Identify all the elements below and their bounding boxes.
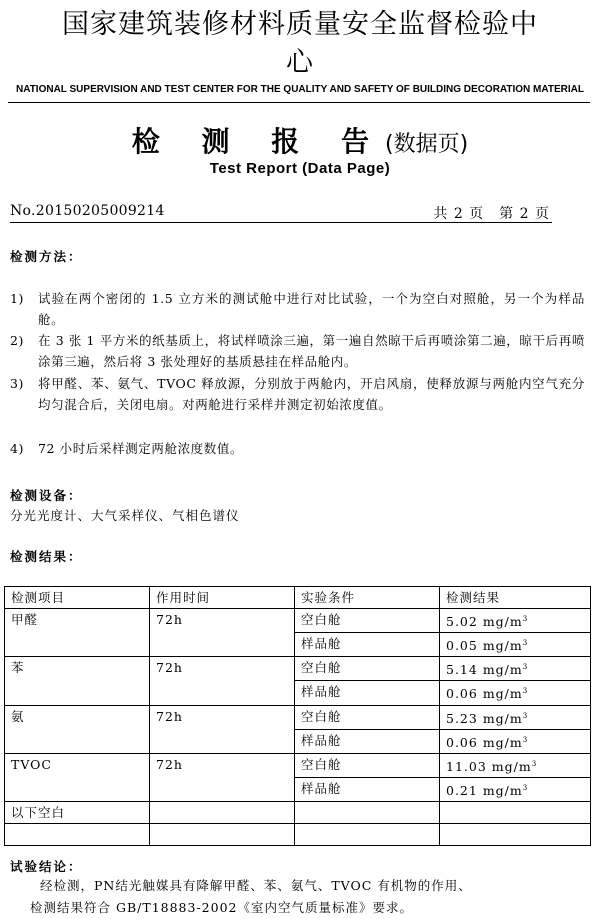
results-heading: 检测结果： — [10, 549, 83, 564]
report-title-sub: (数据页) — [385, 132, 469, 157]
condition-cell: 样品舱 — [295, 778, 440, 802]
method-step-text: 试验在两个密闭的 1.5 立方米的测试舱中进行对比试验，一个为空白对照舱，另一个为样品舱。 — [38, 291, 585, 327]
result-unit: mg/m — [482, 734, 523, 750]
result-unit: mg/m — [482, 662, 523, 678]
method-step-number: 2) — [10, 333, 25, 348]
empty-cell — [295, 824, 440, 846]
result-unit: mg/m — [491, 759, 532, 775]
result-value: 0.05 — [446, 638, 478, 654]
empty-cell — [440, 802, 591, 824]
method-heading: 检测方法： — [10, 249, 83, 264]
result-cell — [440, 681, 591, 705]
item-cell: 甲醛 — [5, 609, 150, 657]
table-row — [5, 657, 591, 681]
header-item: 检测项目 — [5, 587, 150, 609]
empty-cell — [440, 824, 591, 846]
result-unit-sup: 3 — [522, 711, 529, 720]
condition-cell: 空白舱 — [295, 609, 440, 633]
equipment-heading: 检测设备： — [10, 488, 83, 503]
report-number: No.20150205009214 — [10, 203, 165, 219]
item-cell: TVOC — [5, 753, 150, 801]
condition-cell: 样品舱 — [295, 681, 440, 705]
time-cell: 72h — [150, 705, 295, 753]
organization-title-line1: 国家建筑装修材料质量安全监督检验中 — [62, 9, 538, 40]
result-cell — [440, 609, 591, 633]
table-row — [5, 705, 591, 729]
method-step-number: 4) — [10, 441, 25, 456]
result-unit: mg/m — [482, 686, 523, 702]
conclusion-line: 经检测，PN结光触媒具有降解甲醛、苯、氨气、TVOC 有机物的作用、 — [40, 878, 472, 893]
result-unit: mg/m — [482, 638, 523, 654]
result-value: 0.06 — [446, 734, 478, 750]
conclusion-line: 检测结果符合 GB/T18883-2002《室内空气质量标准》要求。 — [30, 900, 413, 915]
method-step — [10, 330, 585, 372]
table-row — [5, 609, 591, 633]
method-step-number: 3) — [10, 376, 25, 391]
method-step — [10, 438, 585, 459]
condition-cell: 空白舱 — [295, 657, 440, 681]
result-value: 11.03 — [446, 759, 487, 775]
report-title-english: Test Report (Data Page) — [209, 160, 391, 177]
table-row — [5, 753, 591, 777]
organization-title-line2: 心 — [286, 47, 314, 78]
method-step-text: 72 小时后采样测定两舱浓度数值。 — [38, 441, 244, 456]
result-unit-sup: 3 — [522, 615, 529, 623]
item-cell: 苯 — [5, 657, 150, 705]
method-step — [10, 373, 585, 415]
result-unit-sup: 3 — [522, 639, 529, 648]
empty-cell — [150, 802, 295, 824]
result-value: 5.14 — [446, 662, 478, 678]
organization-title-english: NATIONAL SUPERVISION AND TEST CENTER FOR THE QUALITY AND SAFETY OF BUILDING DECORATION MATERIAL — [16, 84, 584, 95]
result-cell — [440, 705, 591, 729]
empty-cell — [295, 802, 440, 824]
method-step-text: 在 3 张 1 平方米的纸基质上，将试样喷涂三遍，第一遍自然晾干后再喷涂第二遍，晾干后再喷涂第三遍，然后将 3 张处理好的基质悬挂在样品舱内。 — [38, 333, 585, 369]
result-unit: mg/m — [482, 783, 523, 799]
table-row — [5, 802, 591, 824]
organization-title — [0, 6, 600, 82]
empty-cell — [5, 824, 150, 846]
result-value: 0.21 — [446, 783, 478, 799]
header-time: 作用时间 — [150, 587, 295, 609]
result-cell — [440, 657, 591, 681]
result-cell — [440, 633, 591, 657]
method-step-number: 1) — [10, 291, 25, 306]
result-unit-sup: 3 — [522, 663, 529, 672]
result-unit-sup: 3 — [522, 687, 529, 696]
meta-divider — [10, 222, 552, 223]
header-result: 检测结果 — [440, 587, 591, 609]
table-header-row — [5, 587, 591, 609]
result-value: 5.02 — [446, 614, 478, 630]
equipment-list: 分光光度计、大气采样仪、气相色谱仪 — [10, 508, 240, 523]
condition-cell: 空白舱 — [295, 705, 440, 729]
results-table — [4, 586, 591, 846]
blank-note-cell: 以下空白 — [5, 802, 150, 824]
time-cell: 72h — [150, 753, 295, 801]
result-unit: mg/m — [482, 710, 523, 726]
report-title — [0, 120, 600, 160]
result-cell — [440, 778, 591, 802]
method-step-text: 将甲醛、苯、氨气、TVOC 释放源，分别放于两舱内，开启风扇，使释放源与两舱内空气充分均匀混合后，关闭电扇。对两舱进行采样并测定初始浓度值。 — [38, 376, 585, 412]
result-cell — [440, 729, 591, 753]
header-divider — [8, 102, 590, 103]
time-cell: 72h — [150, 657, 295, 705]
condition-cell: 空白舱 — [295, 753, 440, 777]
result-unit-sup: 3 — [531, 759, 538, 768]
condition-cell: 样品舱 — [295, 633, 440, 657]
conclusion-heading: 试验结论： — [10, 859, 83, 874]
item-cell: 氨 — [5, 705, 150, 753]
method-step — [10, 288, 585, 330]
table-row — [5, 824, 591, 846]
time-cell: 72h — [150, 609, 295, 657]
result-unit: mg/m — [482, 614, 523, 630]
page-count: 共 2 页 第 2 页 — [433, 206, 550, 222]
result-value: 5.23 — [446, 710, 478, 726]
result-unit-sup: 3 — [522, 784, 529, 793]
result-value: 0.06 — [446, 686, 478, 702]
conclusion-text — [30, 875, 585, 919]
result-unit-sup: 3 — [522, 735, 529, 744]
empty-cell — [150, 824, 295, 846]
header-condition: 实验条件 — [295, 587, 440, 609]
report-title-main: 检 测 报 告 — [131, 125, 386, 158]
condition-cell: 样品舱 — [295, 729, 440, 753]
result-cell — [440, 753, 591, 777]
